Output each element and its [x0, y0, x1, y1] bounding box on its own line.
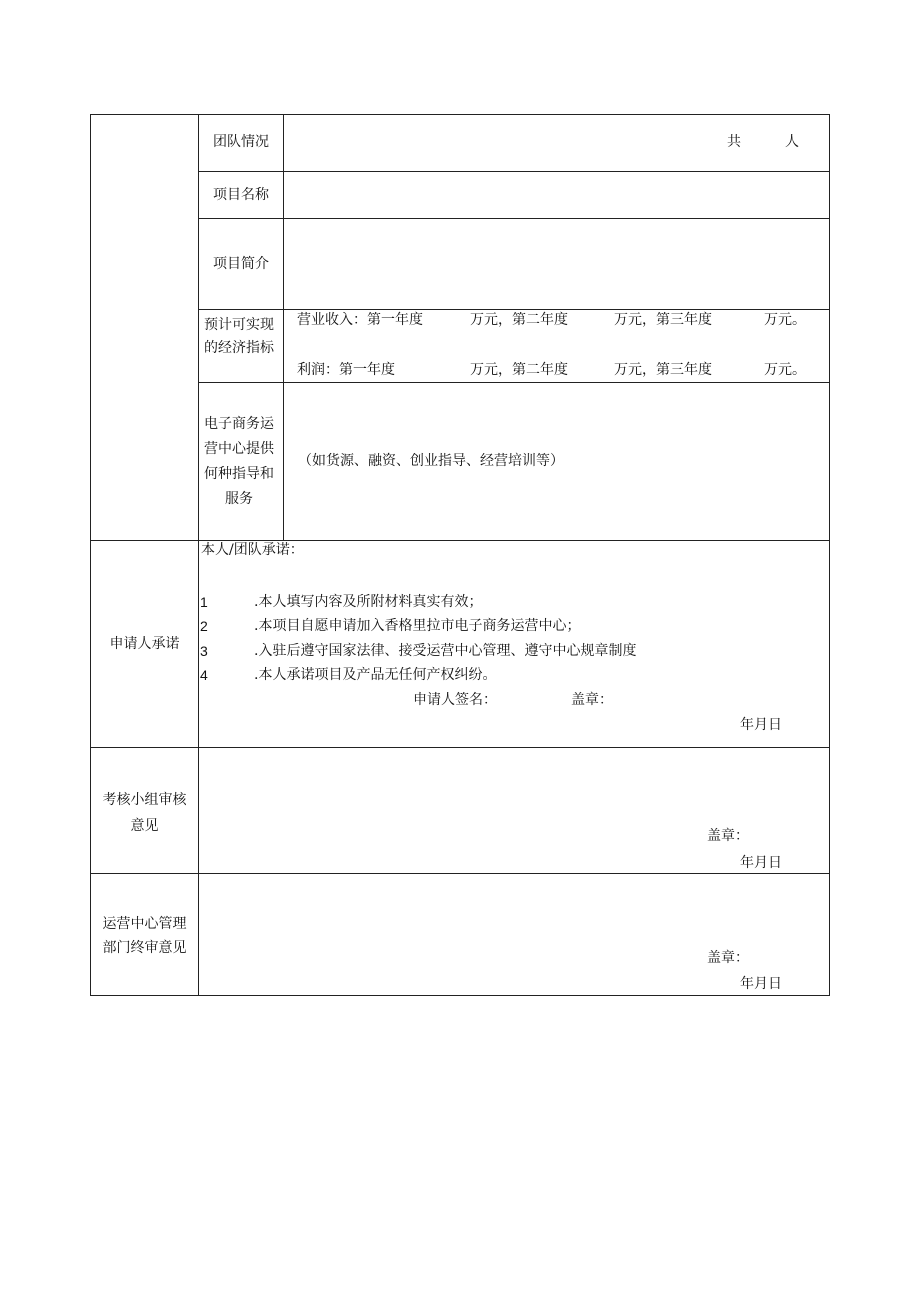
revenue-year2-label: 万元，第二年度 [470, 312, 568, 328]
applicant-info-cell [91, 115, 197, 539]
pledge-intro: 本人/团队承诺： [201, 542, 304, 558]
revenue-year1-field[interactable] [436, 310, 468, 330]
project-name-field[interactable] [286, 175, 826, 215]
pledge-item-1-text: .本人填写内容及所附材料真实有效； [254, 594, 483, 610]
column-divider-inner [283, 114, 284, 540]
review-label-line2: 意见 [130, 818, 159, 834]
pledge-item-3-text: .入驻后遵守国家法律、接受运营中心管理、遵守中心规章制度 [254, 643, 637, 659]
pledge-item-2-text: .本项目自愿申请加入香格里拉市电子商务运营中心； [254, 618, 581, 634]
section-divider [90, 540, 830, 541]
final-review-label-line2: 部门终审意见 [102, 940, 187, 956]
signature-field[interactable] [500, 690, 566, 710]
review-opinion-field[interactable] [202, 751, 826, 821]
team-label: 团队情况 [213, 134, 269, 150]
row-divider [198, 171, 830, 172]
pledge-item-4-text: .本人承诺项目及产品无任何产权纠纷。 [254, 667, 497, 683]
section-divider [90, 873, 830, 874]
pledge-item-1-number: 1 [200, 594, 208, 610]
profit-unit-end: 万元。 [764, 362, 806, 378]
team-total-suffix: 人 [785, 134, 799, 150]
profit-year2-label: 万元，第二年度 [470, 362, 568, 378]
pledge-date-label: 年月日 [740, 717, 782, 733]
final-review-date-label: 年月日 [740, 976, 782, 992]
team-count-field[interactable] [745, 130, 781, 154]
project-name-label: 项目名称 [213, 187, 269, 203]
section-divider [90, 747, 830, 748]
revenue-year3-field[interactable] [722, 310, 762, 330]
profit-label: 利润：第一年度 [297, 362, 395, 378]
revenue-year3-label: 万元，第三年度 [614, 312, 712, 328]
guidance-label-line1: 电子商务运 [204, 416, 274, 432]
profit-year1-field[interactable] [406, 360, 466, 380]
row-divider [198, 382, 830, 383]
economic-label-line1: 预计可实现 [204, 317, 274, 333]
pledge-seal-field[interactable] [614, 690, 714, 710]
final-review-seal-label: 盖章： [707, 950, 749, 966]
pledge-label: 申请人承诺 [109, 636, 180, 652]
revenue-label: 营业收入：第一年度 [297, 312, 423, 328]
pledge-item-2-number: 2 [200, 618, 208, 634]
revenue-year2-field[interactable] [578, 310, 612, 330]
pledge-item-4-number: 4 [200, 667, 208, 683]
review-seal-label: 盖章： [707, 828, 749, 844]
profit-year3-label: 万元，第三年度 [614, 362, 712, 378]
guidance-field[interactable] [286, 386, 826, 536]
guidance-hint: （如货源、融资、创业指导、经营培训等） [298, 453, 564, 469]
final-review-label-line1: 运营中心管理 [102, 916, 187, 932]
team-info-field[interactable] [286, 118, 716, 168]
revenue-unit-end: 万元。 [764, 312, 806, 328]
economic-label-line2: 的经济指标 [204, 340, 274, 356]
review-label-line1: 考核小组审核 [102, 792, 187, 808]
column-divider-main [198, 114, 199, 996]
project-intro-label: 项目简介 [213, 256, 269, 272]
review-date-label: 年月日 [740, 855, 782, 871]
profit-year3-field[interactable] [722, 360, 762, 380]
final-review-opinion-field[interactable] [202, 877, 826, 943]
guidance-label-line4: 服务 [225, 491, 253, 507]
profit-year2-field[interactable] [578, 360, 612, 380]
signature-label: 申请人签名： [413, 692, 497, 708]
guidance-label-line2: 营中心提供 [204, 441, 274, 457]
guidance-label-line3: 何种指导和 [204, 466, 274, 482]
project-intro-field[interactable] [286, 222, 826, 306]
pledge-seal-label: 盖章： [571, 692, 613, 708]
team-total-prefix: 共 [727, 134, 741, 150]
row-divider [198, 218, 830, 219]
pledge-item-3-number: 3 [200, 643, 208, 659]
